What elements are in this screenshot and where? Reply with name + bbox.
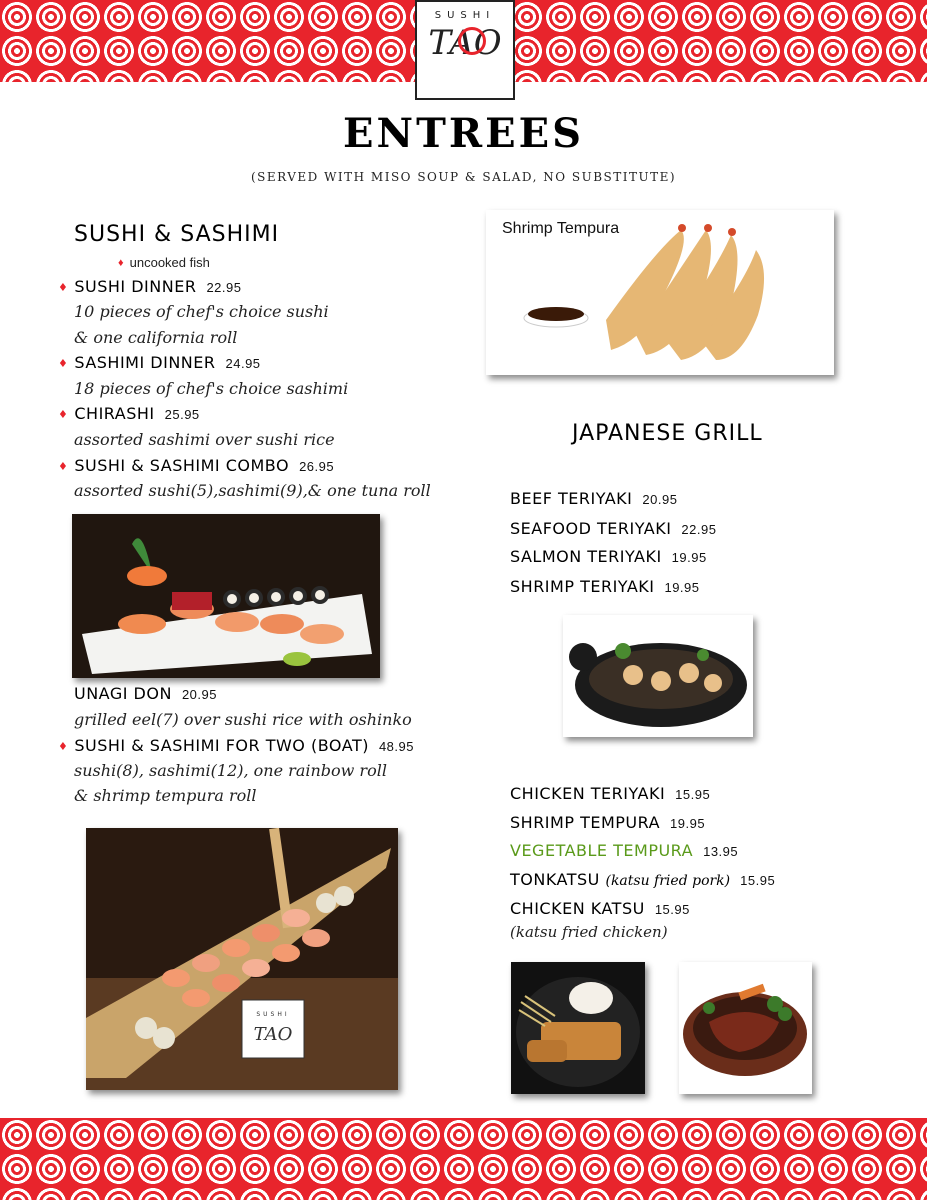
photo-caption: Shrimp Tempura <box>502 220 620 237</box>
teriyaki-plate-photo <box>563 615 753 737</box>
item-name: SUSHI & SASHIMI FOR TWO (BOAT) <box>74 736 369 755</box>
page-subtitle: (SERVED WITH MISO SOUP & SALAD, NO SUBSTITUTE) <box>250 170 677 184</box>
menu-item <box>58 353 261 372</box>
item-price: 20.95 <box>181 687 217 702</box>
item-price: 26.95 <box>299 459 335 474</box>
menu-item <box>58 456 334 475</box>
menu-item <box>510 841 738 860</box>
diamond-icon: ♦ <box>58 460 69 473</box>
page-title: ENTREES <box>343 110 584 157</box>
menu-item <box>74 684 217 703</box>
item-price: 15.95 <box>654 902 690 917</box>
menu-item <box>510 519 716 538</box>
item-name: SHRIMP TEMPURA <box>510 813 661 832</box>
menu-item <box>58 404 200 423</box>
item-price: 48.95 <box>378 739 414 754</box>
item-description: grilled eel(7) over sushi rice with oshinko <box>74 710 412 729</box>
menu-item <box>510 547 707 566</box>
menu-item <box>510 899 690 918</box>
item-description: 18 pieces of chef's choice sashimi <box>74 379 349 398</box>
svg-text:SUSHI: SUSHI <box>256 1011 290 1018</box>
legend-text: uncooked fish <box>129 255 210 270</box>
logo-name <box>417 23 513 63</box>
item-name: SASHIMI DINNER <box>74 353 216 372</box>
katsu-photo <box>511 962 645 1094</box>
menu-item <box>510 784 710 803</box>
item-name: BEEF TERIYAKI <box>510 489 633 508</box>
item-price: 24.95 <box>225 356 261 371</box>
item-price: 13.95 <box>703 844 739 859</box>
restaurant-logo <box>415 0 515 100</box>
item-name: SEAFOOD TERIYAKI <box>510 519 672 538</box>
menu-item <box>510 489 677 508</box>
item-price: 19.95 <box>670 816 706 831</box>
logo-ring-icon <box>458 27 486 55</box>
section-heading-japanese-grill: JAPANESE GRILL <box>572 421 763 446</box>
menu-item <box>58 736 414 755</box>
item-price: 25.95 <box>164 407 200 422</box>
item-description: & shrimp tempura roll <box>74 786 257 805</box>
sushi-platter-photo <box>72 514 380 678</box>
logo-name-text: TAO <box>428 23 502 63</box>
steak-plate-photo <box>679 962 812 1094</box>
item-description: assorted sashimi over sushi rice <box>74 430 335 449</box>
diamond-icon: ♦ <box>58 281 69 294</box>
item-description: 10 pieces of chef's choice sushi <box>74 302 329 321</box>
item-price: 22.95 <box>681 522 717 537</box>
item-name: SUSHI DINNER <box>74 277 197 296</box>
item-name: CHICKEN KATSU <box>510 899 645 918</box>
item-price: 20.95 <box>642 492 678 507</box>
item-name: CHIRASHI <box>74 404 155 423</box>
legend-uncooked <box>118 255 210 270</box>
item-price: 15.95 <box>675 787 711 802</box>
item-price: 15.95 <box>740 873 776 888</box>
diamond-icon: ♦ <box>58 357 69 370</box>
item-name: CHICKEN TERIYAKI <box>510 784 666 803</box>
item-description: (katsu fried chicken) <box>510 923 668 941</box>
item-name: SUSHI & SASHIMI COMBO <box>74 456 290 475</box>
logo-top-text: SUSHI <box>434 10 496 21</box>
item-description: assorted sushi(5),sashimi(9),& one tuna roll <box>74 481 431 500</box>
item-name: VEGETABLE TEMPURA <box>510 841 694 860</box>
diamond-icon: ♦ <box>58 740 69 753</box>
sushi-boat-photo <box>86 828 398 1090</box>
item-price: 19.95 <box>664 580 700 595</box>
svg-text:TAO: TAO <box>253 1024 293 1045</box>
item-description: sushi(8), sashimi(12), one rainbow roll <box>74 761 387 780</box>
item-name: SHRIMP TERIYAKI <box>510 577 655 596</box>
item-name: SALMON TERIYAKI <box>510 547 662 566</box>
swirl-pattern-bottom <box>0 1118 927 1200</box>
item-price: 22.95 <box>206 280 242 295</box>
item-note: (katsu fried pork) <box>605 873 731 889</box>
menu-item <box>510 577 700 596</box>
shrimp-tempura-photo <box>486 210 834 375</box>
menu-item <box>510 813 705 832</box>
menu-item <box>58 277 241 296</box>
item-name: UNAGI DON <box>74 684 172 703</box>
item-description: & one california roll <box>74 328 238 347</box>
menu-item <box>510 870 775 889</box>
diamond-icon: ♦ <box>118 257 124 269</box>
item-name: TONKATSU <box>510 870 600 889</box>
item-price: 19.95 <box>671 550 707 565</box>
diamond-icon: ♦ <box>58 408 69 421</box>
section-heading-sushi-sashimi: SUSHI & SASHIMI <box>74 222 280 247</box>
